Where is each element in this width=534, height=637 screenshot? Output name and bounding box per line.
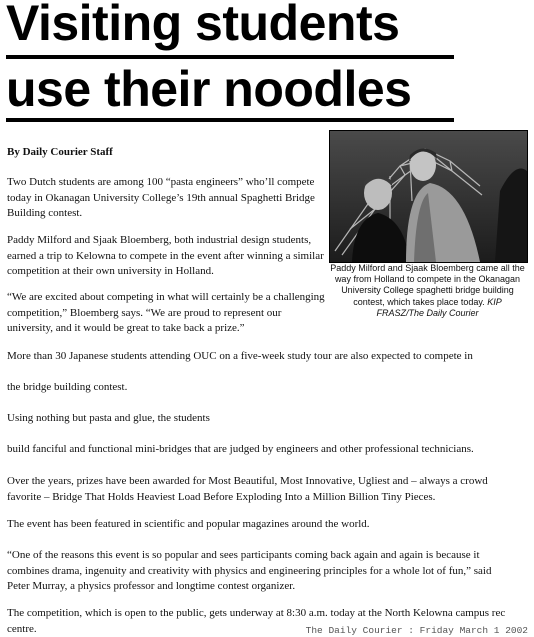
paragraph-intro: Two Dutch students are among 100 “pasta engineers” who’ll compete today in Okanagan University College’s 19th annual Spaghetti Bridge Building contest. (7, 176, 315, 219)
paragraph-students: Paddy Milford and Sjaak Bloemberg, both industrial design students, earned a trip to Kelowna to compete in the event after winning a similar competition at their own university in Holland. (7, 234, 324, 277)
paragraph-quote: “We are excited about competing in what will certainly be a challenging competition,” Bloemberg says. “We are proud to represent our university, and it would be great to take back a prize.” (7, 291, 325, 334)
photo-image (330, 131, 527, 262)
caption-text: Paddy Milford and Sjaak Bloemberg came all the way from Holland to compete in the Okanagan University College spaghetti bridge building contest, which takes place today. (330, 263, 525, 307)
page-footer: The Daily Courier : Friday March 1 2002 (305, 625, 528, 636)
paragraph-bridge-contest: the bridge building contest. (7, 381, 128, 393)
byline: By Daily Courier Staff (7, 146, 113, 158)
photo-credit: KIP FRASZ/The Daily Courier (376, 296, 502, 318)
headline-rule-bottom (6, 118, 454, 122)
paragraph-pasta-glue: Using nothing but pasta and glue, the students (7, 412, 210, 424)
paragraph-mini-bridges: build fanciful and functional mini-bridges that are judged by engineers and other professional technicians. (7, 443, 474, 455)
paragraph-japanese-students: More than 30 Japanese students attending OUC on a five-week study tour are also expected to compete in (7, 350, 473, 362)
photo-caption (329, 263, 526, 319)
paragraph-organizer-quote: “One of the reasons this event is so popular and sees participants coming back again and again is because it combines drama, ingenuity and creativity with physics and engineering principles for a whole lot of fun,” said Peter Murray, a physics professor and longtime contest organizer. (7, 549, 492, 592)
paragraph-prizes: Over the years, prizes have been awarded for Most Beautiful, Most Innovative, Ugliest and – always a crowd favorite – Bridge That Holds Heaviest Load Before Exploding Into a Million Billion Tiny Pieces. (7, 475, 488, 503)
news-photo (329, 130, 528, 263)
paragraph-schedule: The competition, which is open to the public, gets underway at 8:30 a.m. today at the North Kelowna campus rec centre. (7, 607, 506, 635)
headline-line-2: use their noodles (6, 61, 412, 117)
paragraph-featured: The event has been featured in scientific and popular magazines around the world. (7, 518, 370, 530)
headline-line-1: Visiting students (6, 0, 400, 51)
headline-rule-top (6, 55, 454, 59)
